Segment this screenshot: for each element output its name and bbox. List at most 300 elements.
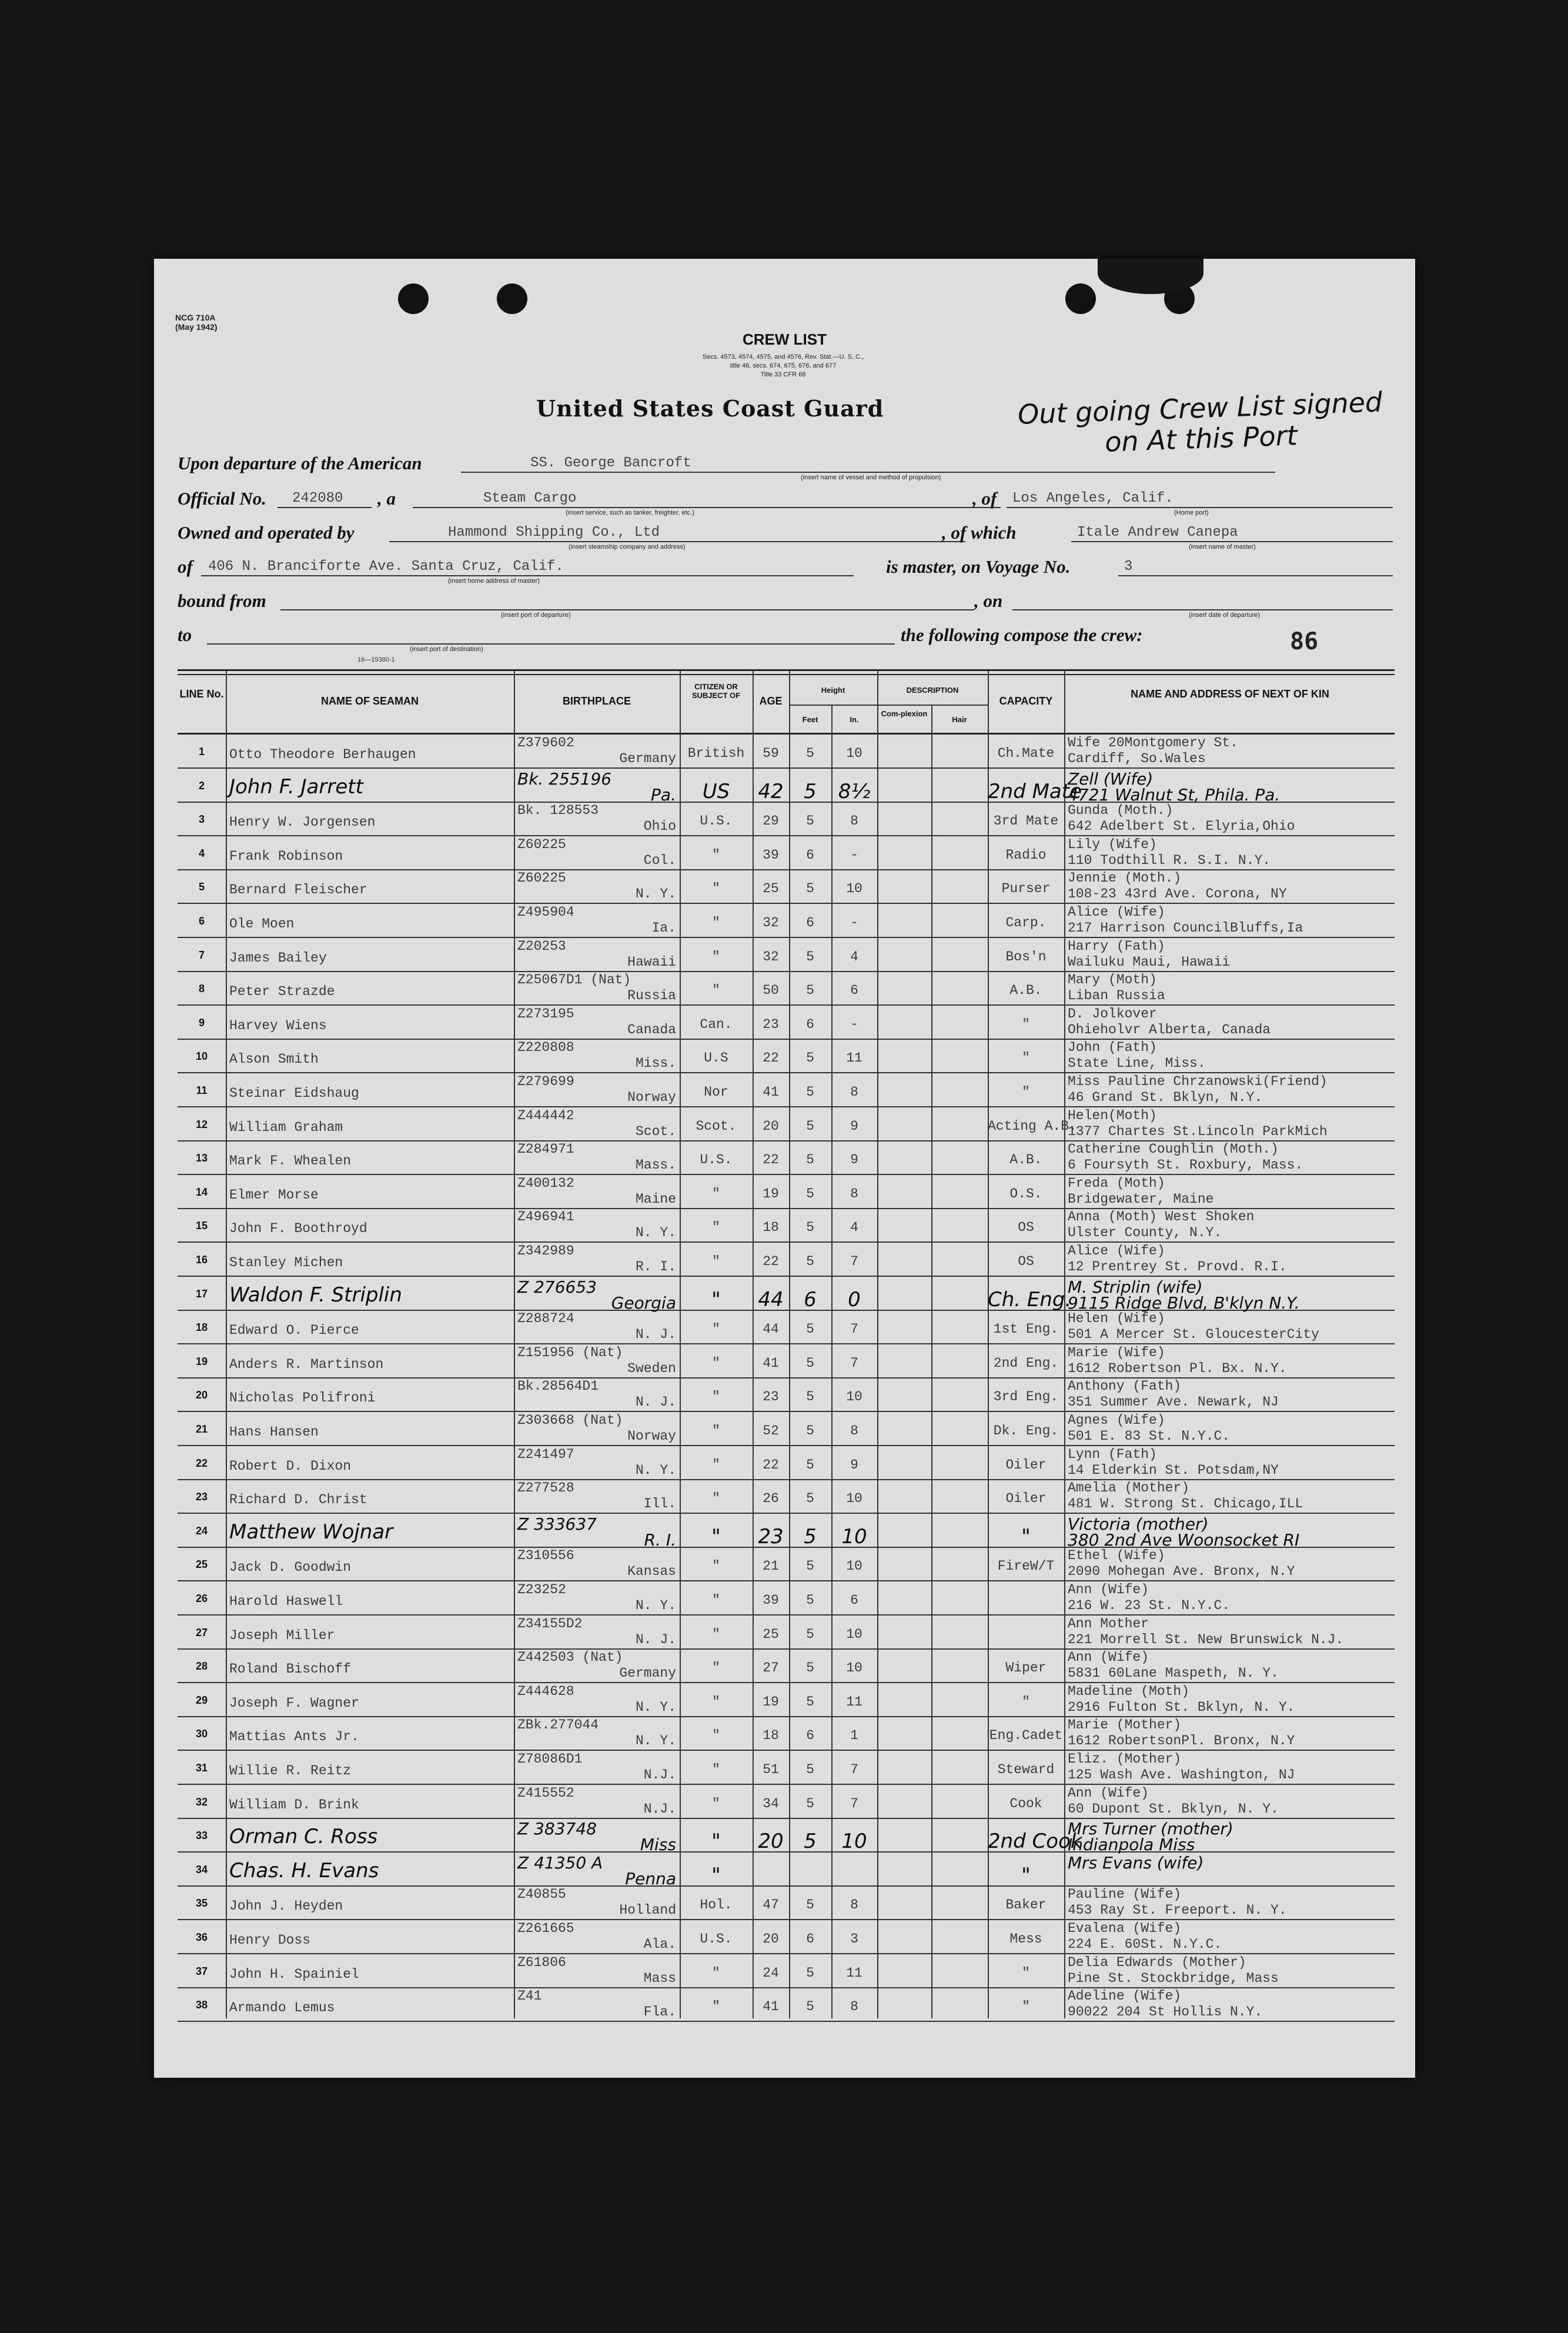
height-feet: 6 bbox=[806, 1016, 814, 1032]
birthplace: Scot. bbox=[635, 1123, 676, 1139]
document-number: Z342989 bbox=[517, 1243, 574, 1259]
col-citizen-header: CITIZEN OR SUBJECT OF bbox=[691, 682, 741, 700]
table-cell bbox=[1064, 1513, 1393, 1550]
table-cell bbox=[226, 1784, 514, 1818]
of-label: , of bbox=[972, 488, 997, 509]
kin-address: 1612 RobertsonPl. Bronx, N.Y bbox=[1068, 1733, 1295, 1749]
table-cell bbox=[753, 1852, 789, 1885]
table-cell bbox=[226, 1818, 514, 1851]
seaman-name: Ole Moen bbox=[229, 916, 295, 932]
line-number: 17 bbox=[195, 1287, 208, 1300]
table-cell bbox=[789, 1411, 831, 1445]
height-feet: 5 bbox=[806, 1694, 814, 1710]
capacity: " bbox=[1022, 1694, 1030, 1710]
citizenship: " bbox=[711, 1863, 721, 1887]
table-cell bbox=[753, 1581, 789, 1614]
citizenship: " bbox=[712, 881, 720, 897]
height-inches: 0 bbox=[848, 1287, 861, 1311]
table-cell bbox=[1064, 1005, 1393, 1039]
table-cell bbox=[753, 1716, 789, 1750]
table-cell bbox=[988, 903, 1064, 937]
citizenship: " bbox=[711, 1287, 721, 1311]
table-cell bbox=[988, 1818, 1082, 1854]
table-cell bbox=[1064, 1039, 1393, 1072]
kin-name: Marie (Wife) bbox=[1068, 1344, 1165, 1360]
table-cell bbox=[178, 1310, 226, 1343]
kin-name: Miss Pauline Chrzanowski(Friend) bbox=[1068, 1074, 1328, 1089]
line-number: 12 bbox=[195, 1118, 208, 1130]
table-cell bbox=[178, 1581, 226, 1614]
table-cell bbox=[226, 937, 514, 971]
kin-address: 90022 204 St Hollis N.Y. bbox=[1068, 2004, 1263, 2020]
table-cell bbox=[680, 1683, 753, 1716]
capacity: Purser bbox=[1001, 881, 1051, 897]
capacity: " bbox=[1022, 1084, 1030, 1100]
table-cell bbox=[988, 1852, 1064, 1885]
seaman-name: Henry Doss bbox=[229, 1933, 311, 1948]
age: 23 bbox=[758, 1524, 784, 1548]
kin-address: Wailuku Maui, Hawaii bbox=[1068, 954, 1231, 970]
seaman-name: Frank Robinson bbox=[229, 848, 343, 864]
table-cell bbox=[178, 1411, 226, 1445]
table-cell bbox=[514, 1885, 680, 1919]
line-number: 27 bbox=[195, 1626, 208, 1638]
document-number: Z34155D2 bbox=[517, 1616, 583, 1631]
table-cell bbox=[753, 1479, 789, 1513]
table-cell bbox=[226, 836, 514, 869]
table-cell bbox=[178, 1547, 226, 1580]
table-cell bbox=[753, 1818, 789, 1854]
line-number: 30 bbox=[195, 1728, 208, 1740]
table-cell bbox=[178, 1039, 226, 1072]
table-cell bbox=[1064, 734, 1393, 767]
citizenship: U.S. bbox=[700, 1152, 733, 1168]
line-number: 16 bbox=[195, 1254, 208, 1266]
height-inches: 10 bbox=[846, 746, 862, 761]
kin-name: Ethel (Wife) bbox=[1068, 1548, 1165, 1564]
age: 51 bbox=[763, 1762, 779, 1777]
table-cell bbox=[514, 1377, 680, 1411]
table-cell bbox=[988, 1446, 1064, 1479]
table-cell bbox=[178, 971, 226, 1004]
table-cell bbox=[753, 1446, 789, 1479]
document-number: Bk. 128553 bbox=[517, 803, 599, 819]
on-label: , on bbox=[974, 590, 1003, 611]
table-cell bbox=[789, 1581, 831, 1614]
kin-address: Cardiff, So.Wales bbox=[1068, 751, 1206, 766]
table-cell bbox=[789, 903, 831, 937]
line-number: 35 bbox=[195, 1897, 208, 1910]
table-cell bbox=[753, 869, 789, 903]
table-cell bbox=[680, 1615, 753, 1648]
age: 41 bbox=[763, 1999, 779, 2015]
table-cell bbox=[753, 937, 789, 971]
birthplace: Fla. bbox=[643, 2004, 676, 2020]
table-cell bbox=[680, 1073, 753, 1106]
age: 20 bbox=[763, 1118, 779, 1134]
document-number: Z442503 (Nat) bbox=[517, 1650, 623, 1666]
birthplace: Georgia bbox=[611, 1293, 676, 1313]
table-cell bbox=[789, 1920, 831, 1953]
age: 32 bbox=[763, 915, 779, 930]
table-cell bbox=[178, 1920, 226, 1953]
table-cell bbox=[1064, 1581, 1393, 1614]
age: 19 bbox=[763, 1694, 779, 1710]
table-cell bbox=[226, 1987, 514, 2021]
table-row bbox=[178, 1344, 1395, 1379]
birthplace: Mass. bbox=[635, 1157, 676, 1173]
kin-address: 46 Grand St. Bklyn, N.Y. bbox=[1068, 1090, 1263, 1105]
table-cell bbox=[753, 1954, 789, 1987]
seaman-name: Joseph Miller bbox=[229, 1627, 335, 1643]
table-cell bbox=[514, 1683, 680, 1716]
document-number: Z444628 bbox=[517, 1683, 574, 1699]
line-number: 28 bbox=[195, 1660, 208, 1673]
table-cell bbox=[178, 1344, 226, 1377]
table-cell bbox=[514, 1852, 680, 1888]
table-cell bbox=[753, 1513, 789, 1547]
age: 27 bbox=[763, 1660, 779, 1676]
table-cell bbox=[753, 836, 789, 869]
table-cell bbox=[514, 1987, 680, 2021]
underline bbox=[1007, 507, 1393, 508]
table-cell bbox=[680, 1547, 753, 1580]
document-title: CREW LIST bbox=[743, 331, 827, 348]
table-cell bbox=[831, 1513, 877, 1547]
table-cell bbox=[753, 1648, 789, 1682]
table-cell bbox=[1064, 1683, 1393, 1716]
table-row bbox=[178, 1039, 1395, 1073]
table-row bbox=[178, 1208, 1395, 1243]
age: 25 bbox=[763, 1626, 779, 1642]
birthplace: N.J. bbox=[643, 1801, 676, 1817]
table-cell bbox=[789, 768, 831, 802]
table-cell bbox=[178, 1716, 226, 1750]
table-cell bbox=[514, 1005, 680, 1039]
document-number: Z60225 bbox=[517, 870, 566, 886]
kin-name: Ann Mother bbox=[1068, 1616, 1149, 1631]
table-cell bbox=[226, 1039, 514, 1072]
table-cell bbox=[514, 1547, 680, 1580]
table-cell bbox=[1064, 1073, 1393, 1106]
capacity: " bbox=[1021, 1863, 1031, 1887]
birthplace: R. I. bbox=[635, 1259, 676, 1274]
height-feet: 5 bbox=[806, 813, 814, 829]
height-feet: 5 bbox=[806, 1897, 814, 1913]
table-cell bbox=[789, 1648, 831, 1682]
kin-address: 1377 Chartes St.Lincoln ParkMich bbox=[1068, 1123, 1328, 1139]
table-cell bbox=[831, 903, 877, 937]
table-cell bbox=[1064, 1174, 1393, 1208]
table-cell bbox=[753, 1310, 789, 1343]
height-inches: 7 bbox=[850, 1795, 858, 1811]
table-cell bbox=[226, 768, 514, 802]
table-cell bbox=[988, 1750, 1064, 1784]
seaman-name: Hans Hansen bbox=[229, 1424, 319, 1440]
table-cell bbox=[680, 1140, 753, 1174]
table-cell bbox=[988, 1276, 1072, 1311]
document-number: Z20253 bbox=[517, 938, 566, 954]
table-cell bbox=[178, 1885, 226, 1919]
capacity: " bbox=[1022, 1965, 1030, 1981]
table-cell bbox=[1064, 1885, 1393, 1919]
table-cell bbox=[988, 1784, 1064, 1818]
table-cell bbox=[680, 1107, 753, 1140]
table-cell bbox=[753, 1039, 789, 1072]
table-row bbox=[178, 1174, 1395, 1209]
citizenship: " bbox=[712, 1220, 720, 1236]
height-feet: 5 bbox=[806, 881, 814, 897]
birthplace: Sweden bbox=[627, 1360, 676, 1376]
table-cell bbox=[789, 1852, 831, 1885]
kin-name: Lynn (Fath) bbox=[1068, 1446, 1157, 1462]
line-number: 7 bbox=[198, 949, 205, 961]
table-cell bbox=[831, 1276, 877, 1310]
height-inches: 10 bbox=[846, 1558, 862, 1574]
table-cell bbox=[680, 1005, 753, 1039]
kin-name: Wife 20Montgomery St. bbox=[1068, 735, 1238, 750]
table-cell bbox=[753, 1987, 789, 2021]
table-cell bbox=[226, 1547, 514, 1580]
table-cell bbox=[178, 1513, 226, 1547]
table-row bbox=[178, 1242, 1395, 1277]
kin-name: M. Striplin (wife) bbox=[1068, 1277, 1203, 1297]
document-number: Z60225 bbox=[517, 836, 566, 852]
table-cell bbox=[789, 1344, 831, 1377]
table-cell bbox=[789, 1377, 831, 1411]
table-cell bbox=[514, 1920, 680, 1953]
table-cell bbox=[514, 1615, 680, 1648]
table-cell bbox=[680, 1987, 753, 2021]
table-cell bbox=[226, 1242, 514, 1276]
table-cell bbox=[1064, 1479, 1393, 1513]
table-cell bbox=[988, 1920, 1064, 1953]
table-cell bbox=[831, 869, 877, 903]
birthplace: N. J. bbox=[635, 1327, 676, 1343]
kin-name: Freda (Moth) bbox=[1068, 1175, 1165, 1191]
table-cell bbox=[680, 1479, 753, 1513]
departure-label: Upon departure of the American bbox=[178, 453, 422, 473]
kin-name: Mrs Turner (mother) bbox=[1068, 1819, 1233, 1839]
citizenship: " bbox=[712, 1491, 720, 1507]
kin-address: 2916 Fulton St. Bklyn, N. Y. bbox=[1068, 1699, 1295, 1715]
table-row bbox=[178, 1073, 1395, 1107]
birthplace: Norway bbox=[627, 1428, 676, 1444]
table-cell bbox=[988, 971, 1064, 1004]
table-cell bbox=[988, 1174, 1064, 1208]
height-inches: - bbox=[850, 915, 858, 930]
table-cell bbox=[178, 768, 226, 802]
underline bbox=[278, 507, 372, 508]
age: 20 bbox=[763, 1931, 779, 1947]
table-cell bbox=[1064, 1208, 1393, 1241]
col-birthplace-header: BIRTHPLACE bbox=[563, 695, 631, 707]
table-cell bbox=[514, 971, 680, 1004]
seaman-name: Waldon F. Striplin bbox=[229, 1283, 402, 1307]
kin-address: 501 E. 83 St. N.Y.C. bbox=[1068, 1428, 1231, 1444]
table-cell bbox=[226, 869, 514, 903]
line-number: 5 bbox=[198, 881, 205, 893]
table-cell bbox=[226, 971, 514, 1004]
age: 20 bbox=[758, 1830, 784, 1854]
kin-name: Helen(Moth) bbox=[1068, 1107, 1157, 1123]
table-row bbox=[178, 1784, 1395, 1819]
table-cell bbox=[831, 1411, 877, 1445]
table-cell bbox=[680, 1513, 753, 1547]
capacity: Baker bbox=[1005, 1897, 1047, 1913]
age: 32 bbox=[763, 949, 779, 964]
birthplace: Holland bbox=[619, 1903, 676, 1918]
seaman-name: Stanley Michen bbox=[229, 1255, 343, 1270]
table-cell bbox=[988, 1073, 1064, 1106]
kin-address: 351 Summer Ave. Newark, NJ bbox=[1068, 1394, 1279, 1410]
table-cell bbox=[178, 1276, 226, 1310]
table-cell bbox=[831, 1885, 877, 1919]
table-cell bbox=[1064, 1954, 1393, 1987]
citizenship: British bbox=[687, 746, 745, 761]
citizenship: " bbox=[712, 1558, 720, 1574]
citizenship: " bbox=[712, 915, 720, 930]
table-cell bbox=[1064, 903, 1393, 937]
table-row bbox=[178, 1818, 1395, 1853]
table-cell bbox=[789, 1547, 831, 1580]
table-cell bbox=[753, 971, 789, 1004]
col-hair-header: Hair bbox=[952, 715, 967, 724]
height-inches: 8 bbox=[850, 1186, 858, 1201]
kin-address: 125 Wash Ave. Washington, NJ bbox=[1068, 1767, 1295, 1783]
citizenship: Scot. bbox=[696, 1118, 737, 1134]
underline bbox=[280, 609, 974, 610]
seaman-name: Harvey Wiens bbox=[229, 1017, 327, 1033]
table-cell bbox=[514, 869, 680, 903]
table-cell bbox=[226, 1446, 514, 1479]
kin-address: Indianpola Miss bbox=[1068, 1835, 1195, 1855]
kin-address: 221 Morrell St. New Brunswick N.J. bbox=[1068, 1631, 1344, 1647]
age: 23 bbox=[763, 1389, 779, 1405]
height-feet: 5 bbox=[806, 1186, 814, 1201]
line-number: 21 bbox=[195, 1423, 208, 1435]
table-cell bbox=[988, 1547, 1064, 1580]
seaman-name: John F. Jarrett bbox=[229, 775, 363, 799]
table-cell bbox=[753, 1208, 789, 1241]
height-inches: 7 bbox=[850, 1762, 858, 1777]
height-feet: 6 bbox=[806, 915, 814, 930]
table-cell bbox=[753, 1005, 789, 1039]
citizenship: " bbox=[712, 1762, 720, 1777]
vessel-caption: (insert name of vessel and method of propulsion) bbox=[801, 474, 941, 481]
document-number: Z415552 bbox=[517, 1785, 574, 1801]
height-inches: 10 bbox=[846, 881, 862, 897]
seaman-name: Elmer Morse bbox=[229, 1187, 319, 1203]
document-number: Z241497 bbox=[517, 1446, 574, 1462]
table-cell bbox=[753, 1073, 789, 1106]
kin-address: 217 Harrison CouncilBluffs,Ia bbox=[1068, 920, 1303, 936]
seaman-name: Anders R. Martinson bbox=[229, 1356, 384, 1372]
table-cell bbox=[514, 1479, 680, 1513]
table-row bbox=[178, 836, 1395, 870]
table-cell bbox=[514, 1344, 680, 1377]
citizenship: " bbox=[712, 1965, 720, 1981]
line-number: 11 bbox=[196, 1084, 208, 1096]
table-cell bbox=[831, 971, 877, 1004]
age: 23 bbox=[763, 1016, 779, 1032]
table-cell bbox=[680, 869, 753, 903]
col-capacity-header: CAPACITY bbox=[999, 695, 1053, 707]
height-inches: 6 bbox=[850, 1593, 858, 1608]
kin-name: Amelia (Mother) bbox=[1068, 1480, 1190, 1496]
crew-count: 86 bbox=[1290, 628, 1319, 655]
height-inches: 8 bbox=[850, 1999, 858, 2015]
document-number: ZBk.277044 bbox=[517, 1717, 599, 1733]
underline bbox=[1071, 541, 1393, 542]
table-cell bbox=[680, 903, 753, 937]
kin-address: Ulster County, N.Y. bbox=[1068, 1225, 1222, 1241]
underline bbox=[461, 472, 1275, 473]
table-cell bbox=[988, 1344, 1064, 1377]
table-cell bbox=[789, 1174, 831, 1208]
table-cell bbox=[226, 1683, 514, 1716]
line-number: 36 bbox=[195, 1931, 208, 1943]
table-row bbox=[178, 768, 1395, 803]
table-cell bbox=[753, 1885, 789, 1919]
seaman-name: James Bailey bbox=[229, 950, 327, 966]
table-cell bbox=[226, 1208, 514, 1241]
table-cell bbox=[514, 1242, 680, 1276]
height-inches: 7 bbox=[850, 1254, 858, 1269]
vessel-name: SS. George Bancroft bbox=[530, 455, 691, 471]
table-cell bbox=[680, 1852, 753, 1885]
age: 18 bbox=[763, 1728, 779, 1744]
table-cell bbox=[226, 1513, 514, 1547]
table-cell bbox=[226, 1107, 514, 1140]
kin-name: Lily (Wife) bbox=[1068, 836, 1157, 852]
table-cell bbox=[178, 937, 226, 971]
height-inches: 8 bbox=[850, 813, 858, 829]
table-cell bbox=[831, 1987, 877, 2021]
table-cell bbox=[831, 937, 877, 971]
voyage-label: is master, on Voyage No. bbox=[886, 556, 1071, 577]
line-number: 18 bbox=[195, 1321, 208, 1334]
table-cell bbox=[178, 1446, 226, 1479]
table-cell bbox=[178, 802, 226, 835]
table-cell bbox=[226, 1716, 514, 1750]
table-cell bbox=[789, 1987, 831, 2021]
table-cell bbox=[178, 903, 226, 937]
citizenship: Hol. bbox=[700, 1897, 733, 1913]
kin-address: 14 Elderkin St. Potsdam,NY bbox=[1068, 1462, 1279, 1478]
table-cell bbox=[789, 869, 831, 903]
height-feet: 5 bbox=[806, 1795, 814, 1811]
table-cell bbox=[789, 734, 831, 767]
capacity: Acting A.B. bbox=[988, 1118, 1077, 1134]
table-cell bbox=[226, 1174, 514, 1208]
table-cell bbox=[753, 1377, 789, 1411]
capacity: Wiper bbox=[1005, 1660, 1047, 1676]
kin-address: 380 2nd Ave Woonsocket RI bbox=[1068, 1530, 1300, 1550]
kin-address: 4721 Walnut St, Phila. Pa. bbox=[1068, 785, 1281, 805]
col-height-header: Height bbox=[821, 686, 845, 695]
table-cell bbox=[514, 768, 680, 805]
birthplace: N. J. bbox=[635, 1394, 676, 1410]
table-cell bbox=[680, 1208, 753, 1241]
height-inches: 10 bbox=[846, 1389, 862, 1405]
height-feet: 5 bbox=[806, 1660, 814, 1676]
document-number: Z25067D1 (Nat) bbox=[517, 972, 631, 988]
citizenship: U.S. bbox=[700, 813, 733, 829]
table-cell bbox=[789, 1513, 831, 1547]
document-number: Z151956 (Nat) bbox=[517, 1344, 623, 1360]
line-number: 3 bbox=[198, 813, 205, 826]
